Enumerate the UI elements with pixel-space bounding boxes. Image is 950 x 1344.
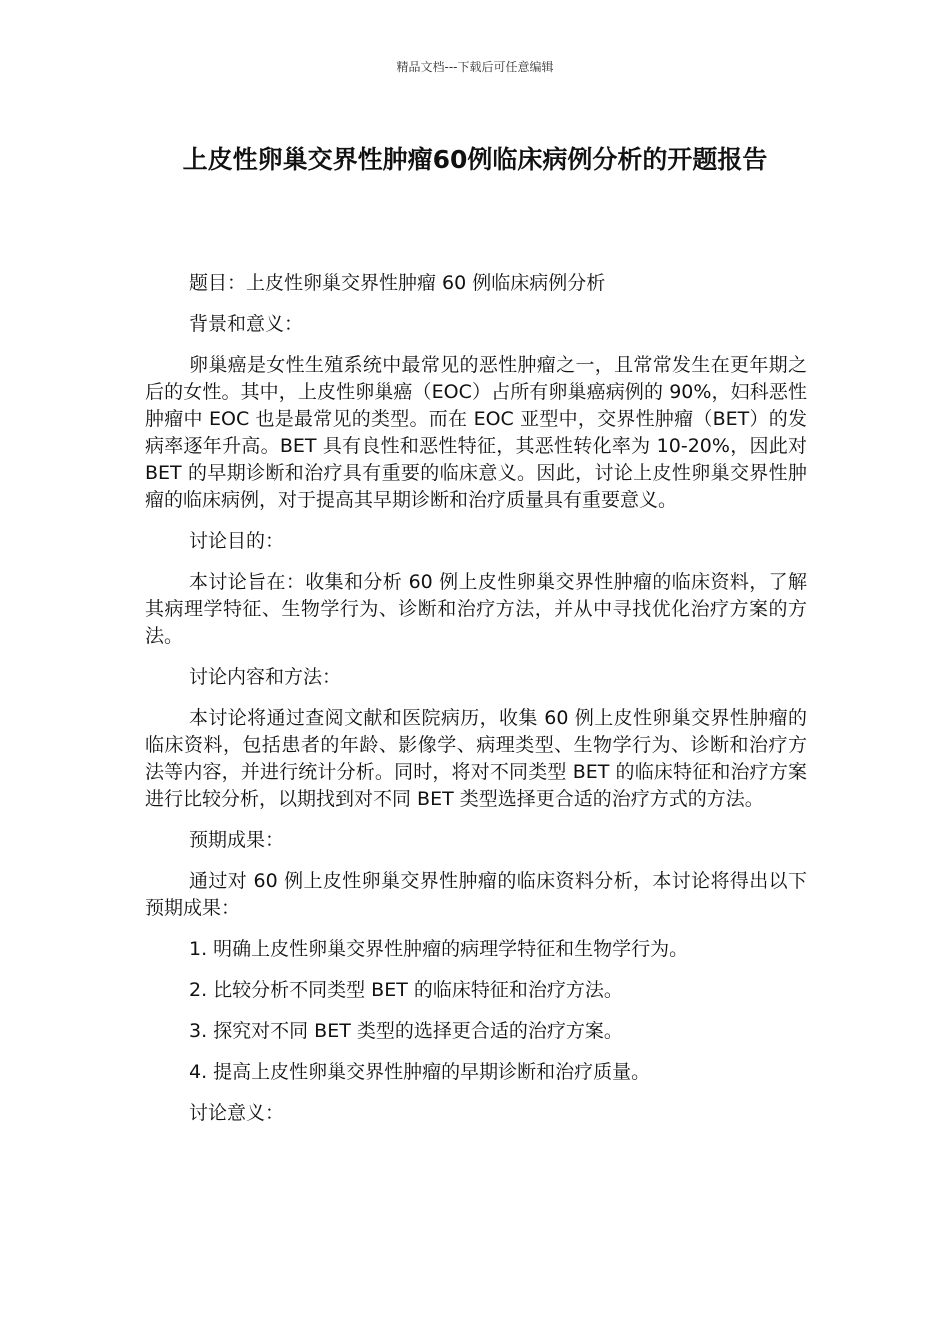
list-item-number: 3.	[189, 1020, 208, 1042]
list-item-text: 探究对不同 BET 类型的选择更合适的治疗方案。	[213, 1020, 623, 1042]
document-body	[145, 270, 807, 1141]
results-list	[145, 936, 807, 1086]
results-label: 预期成果：	[189, 829, 285, 851]
significance-label: 讨论意义：	[189, 1102, 285, 1124]
list-item-text: 提高上皮性卵巢交界性肿瘤的早期诊断和治疗质量。	[213, 1061, 651, 1083]
document-title: 上皮性卵巢交界性肿瘤60例临床病例分析的开题报告	[182, 145, 768, 174]
list-item	[145, 1018, 807, 1045]
list-item-number: 1.	[189, 938, 208, 960]
list-item-number: 4.	[189, 1061, 208, 1083]
method-paragraph: 本讨论将通过查阅文献和医院病历，收集 60 例上皮性卵巢交界性肿瘤的临床资料，包括患者的年龄、影像学、病理类型、生物学行为、诊断和治疗方法等内容，并进行统计分析。同时，将对不同类型 BET 的临床特征和治疗方案进行比较分析，以期找到对不同 BET 类型选择更合适的治疗方式的方法。	[145, 707, 807, 810]
background-paragraph: 卵巢癌是女性生殖系统中最常见的恶性肿瘤之一，且常常发生在更年期之后的女性。其中，上皮性卵巢癌（EOC）占所有卵巢癌病例的 90%，妇科恶性肿瘤中 EOC 也是最常见的类型。而在 EOC 亚型中，交界性肿瘤（BET）的发病率逐年升高。BET 具有良性和恶性特征，其恶性转化率为 10-20%，因此对 BET 的早期诊断和治疗具有重要的临床意义。因此，讨论上皮性卵巢交界性肿瘤的临床病例，对于提高其早期诊断和治疗质量具有重要意义。	[145, 354, 807, 511]
list-item-number: 2.	[189, 979, 208, 1001]
list-item-text: 明确上皮性卵巢交界性肿瘤的病理学特征和生物学行为。	[213, 938, 689, 960]
list-item	[145, 936, 807, 963]
background-label: 背景和意义：	[189, 313, 304, 335]
header-note: 精品文档---下载后可任意编辑	[396, 60, 554, 74]
results-paragraph: 通过对 60 例上皮性卵巢交界性肿瘤的临床资料分析，本讨论将得出以下预期成果：	[145, 870, 807, 919]
purpose-label: 讨论目的：	[189, 530, 285, 552]
list-item-text: 比较分析不同类型 BET 的临床特征和治疗方法。	[213, 979, 623, 1001]
topic-line: 题目：上皮性卵巢交界性肿瘤 60 例临床病例分析	[189, 272, 606, 294]
purpose-paragraph: 本讨论旨在：收集和分析 60 例上皮性卵巢交界性肿瘤的临床资料，了解其病理学特征、生物学行为、诊断和治疗方法，并从中寻找优化治疗方案的方法。	[145, 571, 807, 647]
list-item	[145, 1059, 807, 1086]
method-label: 讨论内容和方法：	[189, 666, 342, 688]
list-item	[145, 977, 807, 1004]
